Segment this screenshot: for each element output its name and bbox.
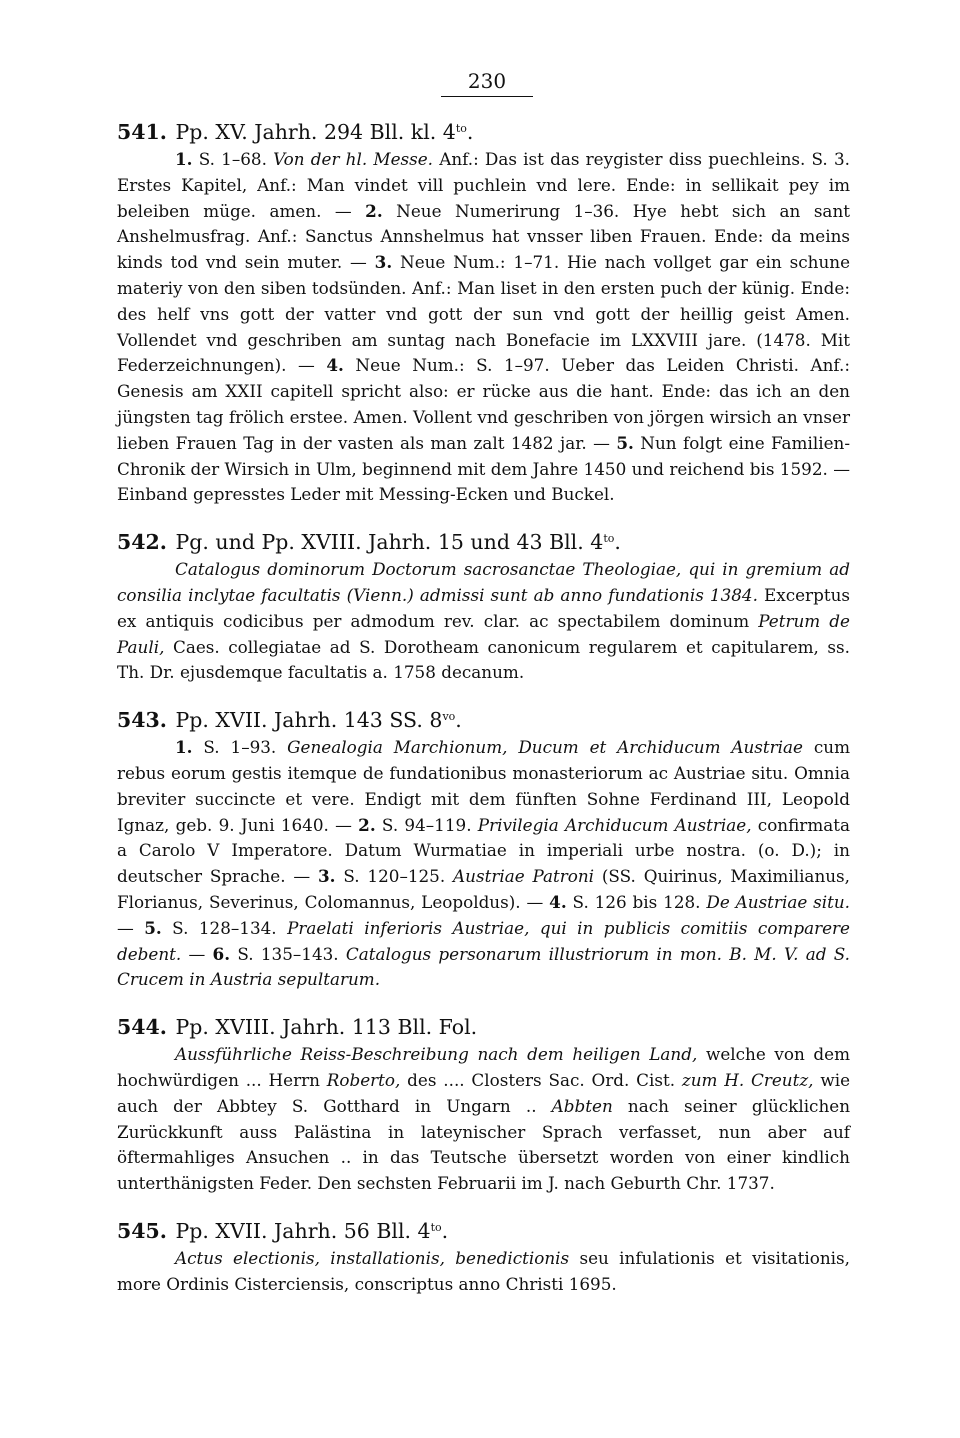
body-text: S. 135–143. bbox=[230, 943, 346, 964]
entry-description: Pp. XVII. Jahrh. 143 SS. 8 bbox=[175, 708, 443, 733]
item-number: 3. bbox=[318, 866, 336, 887]
body-text: des .... Closters Sac. Ord. Cist. bbox=[400, 1069, 682, 1090]
heading-terminator: . bbox=[466, 120, 474, 144]
italic-title: zum H. Creutz, bbox=[681, 1069, 814, 1090]
entry-paragraph bbox=[117, 735, 850, 993]
entry-body bbox=[117, 147, 850, 508]
page-number: 230 bbox=[441, 68, 533, 97]
item-number: 6. bbox=[212, 943, 231, 964]
body-text: S. 1–93. bbox=[192, 737, 288, 758]
entry-heading bbox=[117, 1013, 850, 1042]
body-text: S. 94–119. bbox=[375, 814, 478, 835]
body-text: seu infulationis et visitationis, more Ordinis Cisterciensis, conscriptus anno Christi 1695. bbox=[117, 1247, 850, 1294]
body-text: S. 1–68. bbox=[192, 149, 274, 169]
italic-title: Petrum de Pauli, bbox=[117, 610, 850, 657]
catalog-entries bbox=[117, 118, 850, 1317]
body-text: welche von dem hochwürdigen ... Herrn bbox=[117, 1044, 850, 1090]
item-number: 2. bbox=[358, 814, 376, 835]
body-text: S. 128–134. bbox=[161, 917, 288, 938]
format-superscript: vo bbox=[442, 710, 456, 724]
entry-paragraph bbox=[117, 1042, 850, 1197]
entry-description: Pp. XV. Jahrh. 294 Bll. kl. 4 bbox=[175, 120, 456, 144]
italic-title: De Austriae situ. bbox=[706, 891, 850, 912]
italic-title: Abbten bbox=[551, 1095, 613, 1116]
body-text: Caes. collegiatae ad S. Dorotheam canonicum regularem et capitularem, ss. Th. Dr. ejusdemque facultatis a. 1758 decanum. bbox=[117, 636, 850, 683]
catalog-entry-544 bbox=[117, 1013, 850, 1197]
entry-heading bbox=[117, 528, 850, 557]
entry-body bbox=[117, 1246, 850, 1298]
catalog-entry-545 bbox=[117, 1217, 850, 1298]
entry-number: 542. bbox=[117, 530, 167, 555]
italic-title: Genealogia Marchionum, Ducum et Archiducum Austriae bbox=[287, 737, 803, 758]
italic-title: Von der hl. Messe. bbox=[273, 149, 433, 169]
entry-paragraph bbox=[117, 147, 850, 508]
entry-number: 545. bbox=[117, 1218, 167, 1243]
entry-heading bbox=[117, 118, 850, 147]
body-text: nach seiner glücklichen Zurückkunft auss Palästina in lateynischer Sprach verfasset, nun aber auf öftermahliges Ansuchen .. in das Teutsche übersetzt worden von einer kindlich unterthänigsten Feder. Den sechsten Februarii im J. nach Geburth Chr. 1737. bbox=[117, 1095, 850, 1194]
item-number: 2. bbox=[365, 200, 383, 221]
heading-terminator: . bbox=[614, 530, 621, 555]
entry-body bbox=[117, 1042, 850, 1197]
entry-body bbox=[117, 557, 850, 686]
entry-heading bbox=[117, 1217, 850, 1246]
body-text: Anf.: Das ist das reygister diss puechleins. S. 3. Erstes Kapitel, Anf.: Man vindet vill puchlein vnd lere. Ende: in sellikait pey im beleiben müge. amen. — bbox=[117, 149, 850, 221]
entry-number: 543. bbox=[117, 708, 167, 733]
format-superscript: to bbox=[455, 122, 467, 135]
entry-number: 544. bbox=[117, 1015, 167, 1040]
body-text: S. 120–125. bbox=[335, 866, 454, 887]
item-number: 4. bbox=[549, 891, 567, 912]
item-number: 4. bbox=[326, 355, 344, 376]
italic-title: Praelati inferioris Austriae, qui in publicis comitiis comparere debent. bbox=[117, 917, 850, 964]
italic-title: Aussführliche Reiss-Beschreibung nach dem heiligen Land, bbox=[175, 1044, 698, 1065]
body-text: — bbox=[181, 943, 213, 964]
body-text: (SS. Quirinus, Maximilianus, Florianus, Severinus, Colomannus, Leopoldus). — bbox=[117, 866, 850, 912]
body-text: — bbox=[117, 917, 145, 938]
item-number: 5. bbox=[616, 432, 634, 453]
item-number: 1. bbox=[175, 149, 193, 169]
entry-description: Pp. XVII. Jahrh. 56 Bll. 4 bbox=[175, 1218, 431, 1243]
body-text: cum rebus eorum gestis itemque de fundationibus monasteriorum ac Austriae situ. Omnia breviter succincte et vere. Endigt mit dem fünften Sohne Ferdinand III, Leopold Ignaz, geb. 9. Juni 1640. — bbox=[117, 737, 850, 835]
entry-description: Pp. XVIII. Jahrh. 113 Bll. Fol. bbox=[175, 1015, 478, 1040]
body-text: Neue Numerirung 1–36. Hye hebt sich an sant Anshelmusfrag. Anf.: Sanctus Annshelmus hat vnsser liben Frauen. Ende: da meins kinds tod vnd sein muter. — bbox=[117, 200, 850, 273]
entry-body bbox=[117, 735, 850, 993]
heading-terminator: . bbox=[441, 1218, 449, 1243]
body-text: S. 126 bis 128. bbox=[566, 891, 707, 912]
entry-paragraph bbox=[117, 1246, 850, 1298]
item-number: 1. bbox=[175, 737, 193, 758]
italic-title: Actus electionis, installationis, benedictionis bbox=[175, 1247, 570, 1268]
format-superscript: to bbox=[603, 532, 615, 546]
heading-terminator: . bbox=[455, 708, 462, 733]
item-number: 3. bbox=[374, 252, 393, 273]
body-text: confirmata a Carolo V Imperatore. Datum Wurmatiae in imperiali urbe nostra. (o. D.); in deutscher Sprache. — bbox=[117, 814, 850, 887]
catalog-entry-541 bbox=[117, 118, 850, 508]
item-number: 5. bbox=[144, 917, 162, 938]
entry-number: 541. bbox=[117, 120, 167, 144]
italic-title: Privilegia Archiducum Austriae, bbox=[477, 814, 752, 835]
italic-title: Austriae Patroni bbox=[453, 866, 595, 887]
body-text: Neue Num.: 1–71. Hie nach vollget gar ein schune materiy von den siben todsünden. Anf.: Man liset in den ersten puch der künig. Ende: des helf vns gott der vatter vnd gott der sun vnd gott der heillig geist Amen. Vollendet vnd geschriben am suntag nach Bonefacie im LXXVIII jare. (1478. Mit Federzeichnungen). — bbox=[117, 252, 851, 376]
body-text: Neue Num.: S. 1–97. Ueber das Leiden Christi. Anf.: Genesis am XXII capitell spricht also: er rücke aus die hant. Ende: das ich an den jüngsten tag frölich erstee. Amen. Vollent vnd geschriben von jörgen wirsich an vnser lieben Frauen Tag in der vasten als man zalt 1482 jar. — bbox=[117, 355, 850, 453]
entry-paragraph bbox=[117, 557, 850, 686]
catalog-entry-543 bbox=[117, 706, 850, 993]
body-text: wie auch der Abbtey S. Gotthard in Ungarn .. bbox=[117, 1069, 850, 1116]
format-superscript: to bbox=[430, 1220, 442, 1234]
entry-description: Pg. und Pp. XVIII. Jahrh. 15 und 43 Bll. 4 bbox=[175, 530, 604, 555]
catalog-entry-542 bbox=[117, 528, 850, 686]
italic-title: Roberto, bbox=[326, 1069, 401, 1090]
italic-title: Catalogus personarum illustriorum in mon. B. M. V. ad S. Crucem in Austria sepultarum. bbox=[117, 943, 850, 990]
body-text: Excerptus ex antiquis codicibus per admodum rev. clar. ac spectabilem dominum bbox=[117, 584, 850, 631]
italic-title: Catalogus dominorum Doctorum sacrosanctae Theologiae, qui in gremium ad consilia inclytae facultatis (Vienn.) admissi sunt ab anno fundationis 1384. bbox=[117, 559, 850, 605]
body-text: Nun folgt eine Familien-Chronik der Wirsich in Ulm, beginnend mit dem Jahre 1450 und reichend bis 1592. — Einband gepresstes Leder mit Messing-Ecken und Buckel. bbox=[117, 432, 850, 505]
entry-heading bbox=[117, 706, 850, 735]
